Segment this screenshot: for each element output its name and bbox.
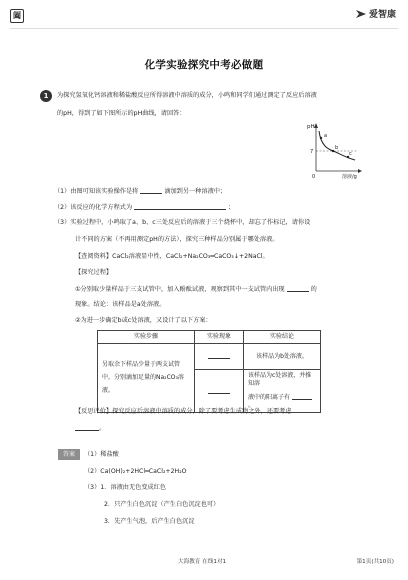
graph-label-a: a xyxy=(324,133,328,139)
conclusion-2-end: 。 xyxy=(248,402,255,409)
graph-label-c: c xyxy=(349,151,352,157)
table-header-conclusion: 实验结论 xyxy=(244,331,321,344)
table-phenomenon-blank-1[interactable] xyxy=(195,344,244,370)
step1-line1 xyxy=(75,285,317,294)
subquestion-2-end: ； xyxy=(228,204,235,211)
footer-page-number: 第1页(共10页) xyxy=(356,559,394,565)
table-step-cell xyxy=(98,344,195,413)
subquestion-2-text: （2）该反应的化学方程式为 xyxy=(54,204,133,211)
graph-origin: 0 xyxy=(312,174,316,180)
experiment-table xyxy=(97,330,321,413)
answer-blank-2[interactable] xyxy=(134,203,226,210)
process-heading: 【探究过程】 xyxy=(75,269,113,276)
answer-badge: 答案 xyxy=(58,449,80,460)
reflection-line2 xyxy=(75,424,105,433)
table-phenomenon-blank-2[interactable] xyxy=(195,370,244,413)
subquestion-2 xyxy=(54,203,234,212)
answer-blank-1[interactable] xyxy=(140,187,162,194)
brand-name: 爱智康 xyxy=(368,10,396,20)
answer-blank-3[interactable] xyxy=(287,285,309,292)
step1-end: 的 xyxy=(310,286,317,293)
graph-x-arrow-icon xyxy=(358,169,362,173)
step-text-line3: 液。 xyxy=(102,387,115,394)
step1-text: ①分别取少量样品于三支试管中，加入酚酞试液，观察到其中一支试管内出现 xyxy=(75,286,285,293)
step1-line2: 现象。结论：该样品是a处溶液。 xyxy=(75,301,166,308)
brand-logo xyxy=(356,10,396,21)
page-title: 化学实验探究中考必做题 xyxy=(144,59,264,71)
step-text-line1: 另取余下样品少量于两支试管 xyxy=(102,361,181,368)
answer-3: （3）1．溶液由无色变成红色 xyxy=(84,484,167,491)
graph-y-tick: 7 xyxy=(310,149,314,155)
answer-blank-reflection[interactable] xyxy=(75,424,99,431)
left-logo: 阖 xyxy=(10,9,24,23)
reference-info: 【查阅资料】CaCl₂溶液显中性，CaCl₂+Na₂CO₃═CaCO₃↓+2NaCl。 xyxy=(75,253,269,260)
table-header-row xyxy=(98,331,321,344)
graph-point-a xyxy=(320,137,322,139)
answer-3-3: 3．先产生气泡，后产生白色沉淀 xyxy=(104,518,195,525)
ph-curve-graph xyxy=(298,116,368,184)
table-conclusion-2 xyxy=(244,370,321,413)
question-stem-line1: 为探究氢氧化钙溶液和稀盐酸反应所得溶液中溶质的成分，小鸣和同学们通过测定了反应后溶液 xyxy=(57,92,317,99)
table-header-step: 实验步骤 xyxy=(98,331,195,344)
subquestion-1 xyxy=(54,187,226,196)
graph-point-b xyxy=(332,150,334,152)
table-header-phenomenon: 实验现象 xyxy=(195,331,244,344)
question-number-badge: 1 xyxy=(40,90,52,102)
answer-3-2: 2．只产生白色沉淀（产生白色沉淀也可） xyxy=(104,501,220,508)
graph-label-b: b xyxy=(335,145,339,151)
answer-blank-cation[interactable] xyxy=(292,393,312,400)
subquestion-3-line1: （3）实验过程中，小鸣取了a、b、c三处反应后的溶液于三个烧杯中，却忘了作标记，请你设 xyxy=(54,219,311,226)
conclusion-2-text: 液中的阳离子有 xyxy=(248,394,291,401)
subquestion-1-text: （1）由图可知该实验操作是将 xyxy=(54,188,139,195)
reflection-end: 。 xyxy=(99,425,106,432)
table-conclusion-1: 该样品为b处溶液。 xyxy=(244,344,321,370)
graph-x-label: 溶液/g xyxy=(342,174,357,180)
reflection-line1: 【反思评价】探究反应后溶液中溶质的成分，除了要考虑生成物之外，还要考虑 xyxy=(75,408,292,415)
answer-1: （1）稀盐酸 xyxy=(84,451,119,458)
table-row xyxy=(98,344,321,370)
brand-mark-icon xyxy=(356,10,366,18)
answer-2: （2）Ca(OH)₂+2HCl═CaCl₂+2H₂O xyxy=(84,468,187,475)
header-divider xyxy=(10,28,398,29)
graph-y-label: pH xyxy=(307,124,315,130)
step-text-line2: 中，分别滴加足量的Na₂CO₃溶 xyxy=(102,374,184,381)
footer-center: 大海教育 在线1对1 xyxy=(178,559,227,565)
subquestion-3-line2: 计不同的方案（不再用测定pH的方法），探究三种样品分别属于哪处溶液。 xyxy=(75,236,279,243)
conclusion-2-line1: 该样品为c处溶液，并推知溶 xyxy=(248,372,312,387)
subquestion-1-end: 滴加到另一种溶液中； xyxy=(164,188,227,195)
step2-intro: ②为进一步确定b或c处溶液，又设计了以下方案： xyxy=(75,317,212,324)
question-stem-line2: 的pH，得到了如下图所示的pH曲线，请回答： xyxy=(57,110,186,117)
